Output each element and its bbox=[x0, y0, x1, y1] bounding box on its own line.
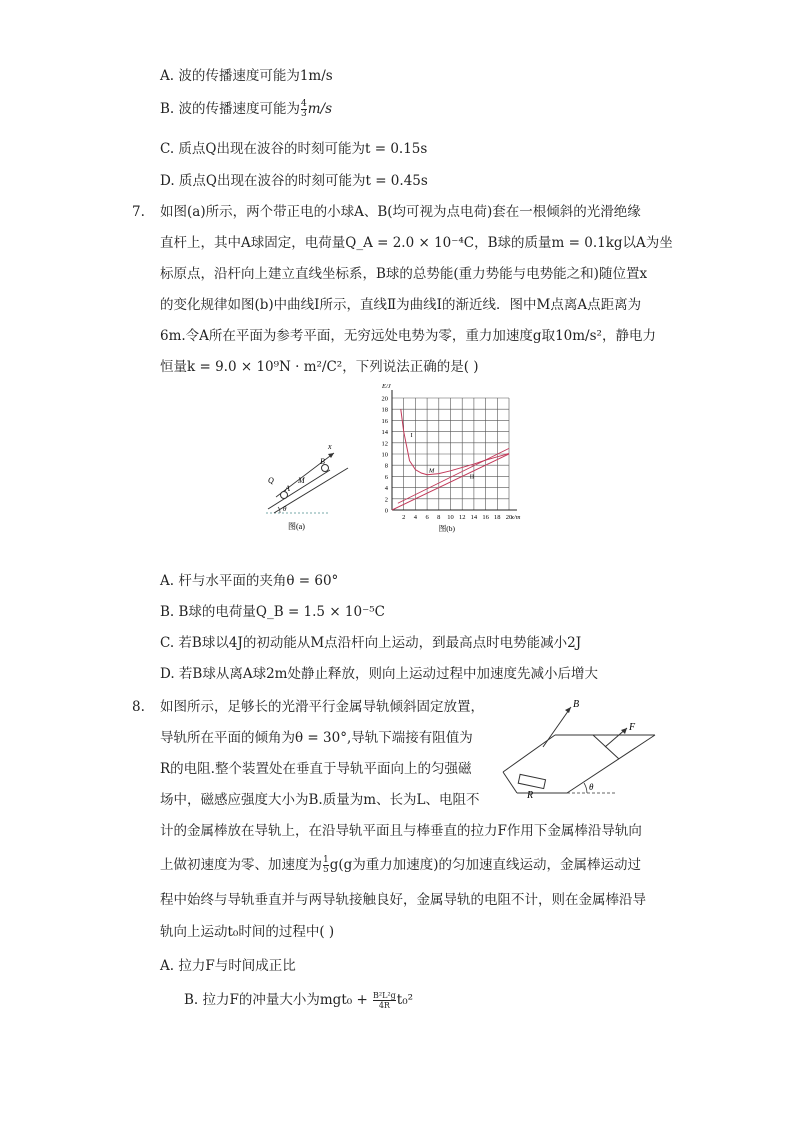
y-axis-label: E/J bbox=[382, 383, 391, 390]
q7-line-5: 6m.令A所在平面为参考平面，无穷远处电势为零，重力加速度g取10m/s²，静电力 bbox=[160, 328, 656, 344]
q6-option-d: D. 质点Q出现在波谷的时刻可能为t = 0.45s bbox=[160, 173, 428, 189]
q7-option-a: A. 杆与水平面的夹角θ = 60° bbox=[160, 573, 339, 589]
q7-line-1: 如图(a)所示，两个带正电的小球A、B(均可视为点电荷)套在一根倾斜的光滑绝缘 bbox=[160, 204, 641, 220]
y-tick-label: 16 bbox=[381, 417, 388, 425]
q8-frac-den: 5 bbox=[323, 865, 329, 875]
q8-fig-label-r: R bbox=[527, 790, 534, 801]
q7-line-3: 标原点，沿杆向上建立直线坐标系，B球的总势能(重力势能与电势能之和)随位置x bbox=[160, 266, 648, 282]
x-tick-label: 12 bbox=[458, 514, 466, 521]
q8-b-post: t₀² bbox=[396, 992, 414, 1008]
x-tick-label: 10 bbox=[447, 514, 454, 521]
q6-option-b-text: B. 波的传播速度可能为 bbox=[160, 101, 301, 117]
x-tick-label: 2 bbox=[402, 514, 406, 521]
curve-label-i: I bbox=[410, 432, 413, 440]
q8-line-6a: 上做初速度为零、加速度为 bbox=[160, 857, 322, 873]
q6-b-unit: m/s bbox=[307, 101, 333, 117]
x-tick-label: 14 bbox=[470, 514, 478, 521]
q8-line-1: 如图所示，足够长的光滑平行金属导轨倾斜固定放置， bbox=[160, 699, 484, 715]
x-axis-label: x/m bbox=[511, 514, 521, 521]
q8-fig-label-theta: θ bbox=[589, 782, 594, 792]
q7-option-c: C. 若B球以4J的初动能从M点沿杆向上运动，到最高点时电势能减小2J bbox=[160, 635, 582, 651]
q7-option-d: D. 若B球从离A球2m处静止释放，则向上运动过程中加速度先减小后增大 bbox=[160, 666, 598, 682]
fig-a-label-m: M bbox=[298, 476, 305, 485]
q8-number: 8. bbox=[132, 699, 145, 715]
q8-line-4: 场中，磁感应强度大小为B.质量为m、长为L、电阻不 bbox=[160, 792, 480, 808]
y-tick-label: 10 bbox=[381, 451, 388, 459]
figure-b-chart bbox=[362, 380, 540, 535]
fig-a-label-a: A bbox=[285, 484, 290, 493]
x-tick-label: 18 bbox=[494, 514, 501, 521]
q8-b-frac-den: 4R bbox=[378, 1001, 390, 1010]
y-tick-label: 12 bbox=[381, 440, 388, 448]
q6-option-b bbox=[160, 99, 332, 119]
fig-b-caption: 图(b) bbox=[438, 524, 456, 533]
x-tick-label: 4 bbox=[413, 514, 418, 521]
q8-line-3: R的电阻.整个装置处在垂直于导轨平面向上的匀强磁 bbox=[160, 761, 472, 777]
q8-line-2: 导轨所在平面的倾角为θ = 30°,导轨下端接有阻值为 bbox=[160, 730, 473, 746]
y-tick-label: 18 bbox=[381, 406, 388, 414]
y-tick-label: 4 bbox=[384, 485, 388, 493]
q6-option-a: A. 波的传播速度可能为1m/s bbox=[160, 68, 333, 84]
q8-fig-label-b: B bbox=[573, 699, 580, 710]
x-tick-label: 20 bbox=[505, 514, 513, 521]
q8-b-frac-num: B²L²g bbox=[373, 991, 396, 1000]
q7-line-6: 恒量k = 9.0 × 10⁹N · m²/C²，下列说法正确的是( ) bbox=[160, 359, 479, 375]
y-tick-label: 8 bbox=[384, 462, 388, 470]
q7-option-b: B. B球的电荷量Q_B = 1.5 × 10⁻⁵C bbox=[160, 604, 385, 620]
figure-a-rod bbox=[258, 435, 368, 535]
q8-frac-num: 1 bbox=[323, 855, 329, 865]
q8-line-6 bbox=[160, 855, 641, 875]
q7-number: 7. bbox=[132, 204, 145, 220]
fig-a-label-x: x bbox=[328, 442, 332, 451]
q7-line-2: 直杆上，其中A球固定，电荷量Q_A = 2.0 × 10⁻⁴C，B球的质量m = 0.1kg以A为坐 bbox=[160, 235, 673, 251]
q7-line-4: 的变化规律如图(b)中曲线I所示，直线Ⅱ为曲线I的渐近线．图中M点离A点距离为 bbox=[160, 297, 642, 313]
x-tick-label: 16 bbox=[482, 514, 489, 521]
y-tick-label: 2 bbox=[384, 496, 388, 504]
q6-b-frac-den: 3 bbox=[301, 109, 307, 119]
q8-line-7: 程中始终与导轨垂直并与两导轨接触良好，金属导轨的电阻不计，则在金属棒沿导 bbox=[160, 892, 646, 908]
q6-option-c: C. 质点Q出现在波谷的时刻可能为t = 0.15s bbox=[160, 141, 428, 157]
series-I-line bbox=[401, 409, 509, 475]
q8-line-8: 轨向上运动t₀时间的过程中( ) bbox=[160, 924, 335, 940]
q8-option-b-text: B. 拉力F的冲量大小为mgt₀ + bbox=[184, 992, 373, 1008]
resistor bbox=[518, 774, 545, 788]
y-tick-label: 0 bbox=[384, 507, 388, 515]
q8-fig-label-f: F bbox=[629, 722, 636, 733]
fig-a-label-theta: θ bbox=[283, 505, 287, 513]
q8-line-6b: g(g为重力加速度)的匀加速直线运动，金属棒运动过 bbox=[329, 857, 642, 873]
x-tick-label: 8 bbox=[437, 514, 441, 521]
fig-a-label-b: B bbox=[320, 457, 325, 466]
curve-label-ii: II bbox=[469, 473, 475, 481]
y-tick-label: 20 bbox=[381, 395, 388, 403]
x-tick-label: 6 bbox=[425, 514, 429, 521]
curve-label-m: M bbox=[428, 467, 435, 475]
q6-b-frac-num: 4 bbox=[301, 99, 307, 109]
figure-q8-rails bbox=[495, 697, 665, 802]
y-tick-label: 6 bbox=[384, 473, 388, 481]
q8-option-a: A. 拉力F与时间成正比 bbox=[160, 958, 296, 974]
q8-line-5: 计的金属棒放在导轨上，在沿导轨平面且与棒垂直的拉力F作用下金属棒沿导轨向 bbox=[160, 823, 642, 839]
y-tick-label: 14 bbox=[381, 429, 388, 437]
fig-a-caption: 图(a) bbox=[288, 522, 305, 531]
series-II-asymptote-line bbox=[398, 448, 509, 503]
fig-a-label-q: Q bbox=[268, 476, 274, 485]
q8-option-b bbox=[184, 990, 413, 1010]
